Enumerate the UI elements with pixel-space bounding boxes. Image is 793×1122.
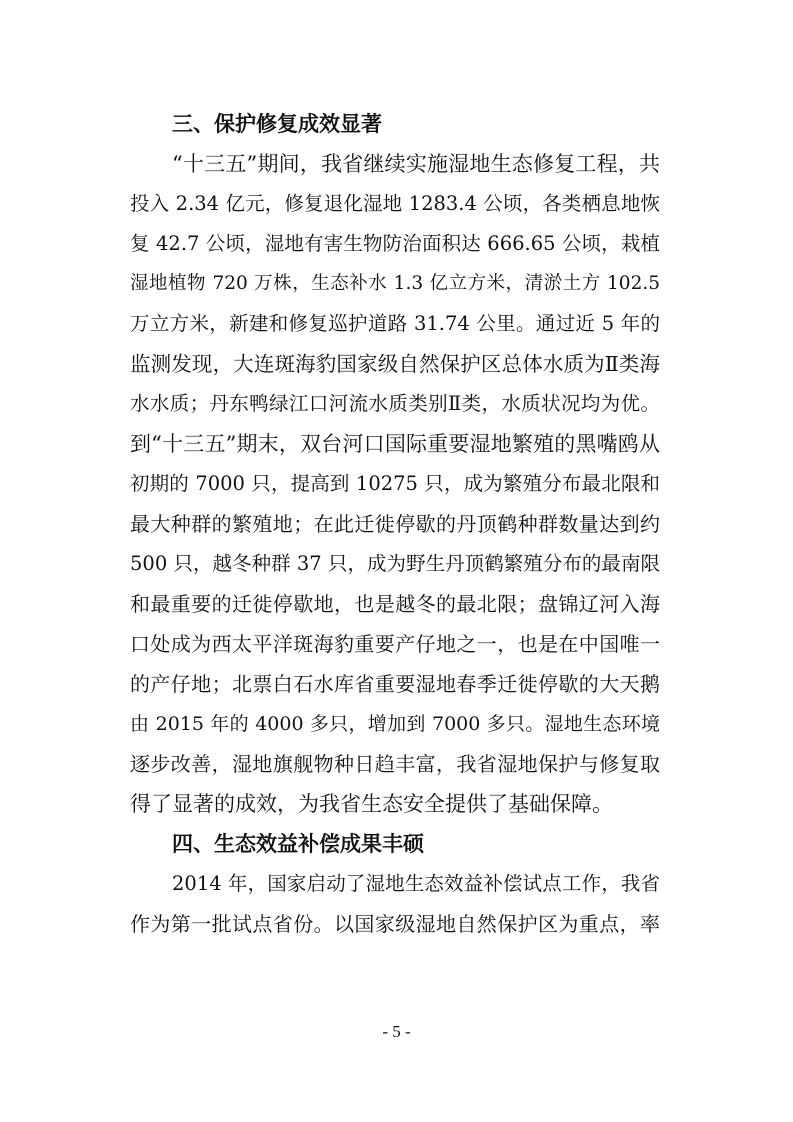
paragraph-line: 湿地植物 720 万株，生态补水 1.3 亿立方米，清淤土方 102.5 [130,273,660,294]
section-heading-protection-restoration: 三、保护修复成效显著 [172,112,382,136]
paragraph-line: 逐步改善，湿地旗舰物种日趋丰富，我省湿地保护与修复取 [130,752,660,776]
paragraph-line: 和最重要的迁徙停歇地，也是越冬的最北限；盘锦辽河入海 [130,592,660,616]
paragraph-line: 作为第一批试点省份。以国家级湿地自然保护区为重点，率 [130,912,660,936]
paragraph-line: 万立方米，新建和修复巡护道路 31.74 公里。通过近 5 年的 [130,312,660,335]
paragraph-line: “十三五”期间，我省继续实施湿地生态修复工程，共 [172,152,660,176]
paragraph-line: 初期的 7000 只，提高到 10275 只，成为繁殖分布最北限和 [130,472,660,495]
paragraph-line: 水水质；丹东鸭绿江口河流水质类别Ⅱ类，水质状况均为优。 [130,392,660,415]
paragraph-line: 投入 2.34 亿元，修复退化湿地 1283.4 公顷，各类栖息地恢 [130,192,660,215]
page-number: - 5 - [382,1022,411,1041]
paragraph-line: 最大种群的繁殖地；在此迁徙停歇的丹顶鹤种群数量达到约 [130,512,660,536]
paragraph-line: 复 42.7 公顷，湿地有害生物防治面积达 666.65 公顷，栽植 [130,232,660,255]
paragraph-line: 口处成为西太平洋斑海豹重要产仔地之一，也是在中国唯一 [130,632,660,656]
paragraph-line: 的产仔地；北票白石水库省重要湿地春季迁徙停歇的大天鹅 [130,672,660,696]
paragraph-line: 2014 年，国家启动了湿地生态效益补偿试点工作，我省 [172,872,660,895]
paragraph-line: 由 2015 年的 4000 多只，增加到 7000 多只。湿地生态环境 [130,713,660,735]
paragraph-line: 得了显著的成效，为我省生态安全提供了基础保障。 [130,792,613,816]
paragraph-line: 到“十三五”期末，双台河口国际重要湿地繁殖的黑嘴鸥从 [130,432,660,456]
paragraph-line: 500 只，越冬种群 37 只，成为野生丹顶鹤繁殖分布的最南限 [130,552,660,575]
paragraph-line: 监测发现，大连斑海豹国家级自然保护区总体水质为Ⅱ类海 [130,352,660,376]
section-heading-ecological-compensation: 四、生态效益补偿成果丰硕 [172,832,424,856]
